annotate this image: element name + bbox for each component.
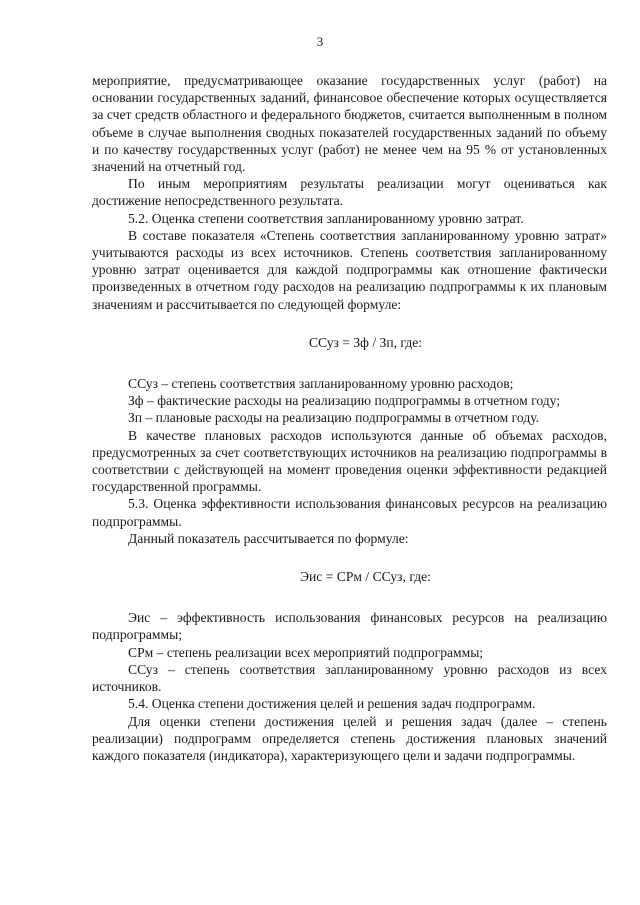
definition: ССуз – степень соответствия запланированному уровню расходов; [128, 376, 514, 392]
definition: Зп – плановые расходы на реализацию подпрограммы в отчетном году. [128, 410, 540, 426]
section-heading: 5.3. Оценка эффективности использования финансовых ресурсов на реализацию подпрограммы. [92, 496, 607, 529]
formula: Эис = СРм / ССуз, где: [300, 569, 431, 585]
paragraph: В качестве плановых расходов используются данные об объемах расходов, предусмотренных за счет соответствующих источников на реализацию подпрограммы в соответствии с действующей на момент проведения оценки эффективности редакцией государственной программы. [92, 427, 607, 495]
paragraph: Для оценки степени достижения целей и решения задач (далее – степень реализации) подпрограмм определяется степень достижения плановых значений каждого показателя (индикатора), характеризующего цели и задачи подпрограммы. [92, 713, 607, 763]
section-heading: 5.2. Оценка степени соответствия запланированному уровню затрат. [128, 210, 524, 226]
page-content [92, 72, 607, 764]
definition: Эис – эффективность использования финансовых ресурсов на реализацию подпрограммы; [92, 610, 607, 643]
definition: ССуз – степень соответствия запланированному уровню расходов из всех источников. [92, 661, 607, 695]
paragraph: мероприятие, предусматривающее оказание государственных услуг (работ) на основании государственных заданий, финансовое обеспечение которых осуществляется за счет средств областного и федерального бюджетов, считается выполненным в полном объеме в случае выполнения сводных показателей государственных заданий по объему и по качеству государственных услуг (работ) не менее чем на 95 % от установленных значений на отчетный год. [92, 73, 607, 175]
paragraph: По иным мероприятиям результаты реализации могут оцениваться как достижение непосредственного результата. [92, 176, 607, 209]
formula: ССуз = Зф / Зп, где: [308, 334, 423, 350]
page-number: 3 [316, 34, 324, 49]
paragraph: Данный показатель рассчитывается по формуле: [128, 530, 409, 546]
section-heading: 5.4. Оценка степени достижения целей и решения задач подпрограмм. [128, 696, 536, 712]
paragraph: В составе показателя «Степень соответствия запланированному уровню затрат» учитываются расходы из всех источников. Степень соответствия запланированному уровню затрат оценивается для каждой подпрограммы как отношение фактически произведенных в отчетном году расходов на реализацию подпрограммы к их плановым значениям и рассчитывается по следующей формуле: [92, 227, 607, 312]
definition: СРм – степень реализации всех мероприятий подпрограммы; [128, 644, 484, 660]
definition: Зф – фактические расходы на реализацию подпрограммы в отчетном году; [128, 393, 561, 409]
